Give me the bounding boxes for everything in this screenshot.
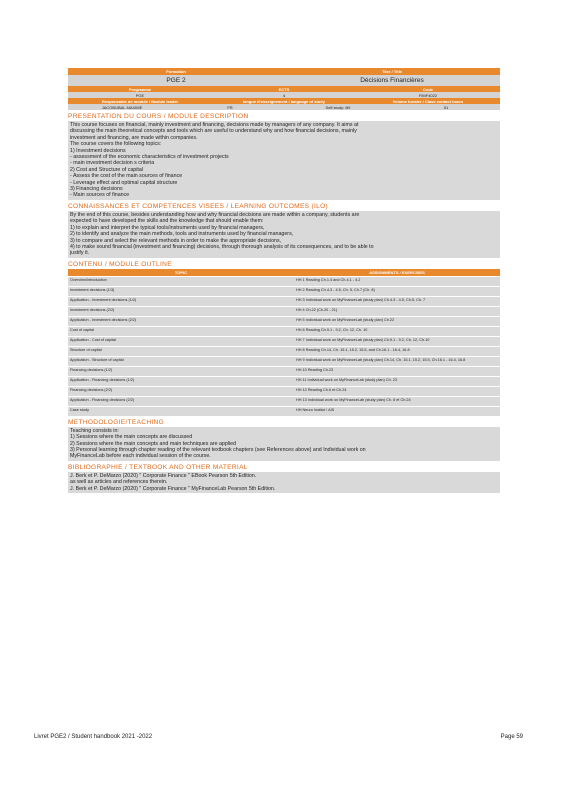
outline-topic-cell: Financing decisions (1/2) [70, 367, 113, 372]
outline-topic-cell: Cost of capital [70, 327, 95, 332]
bibliography-line: J. Berk et P. DeMarzo (2020) " Corporate Finance " MyFinanceLab Pearson 5th Edition. [70, 485, 276, 492]
table-row [68, 316, 500, 326]
header-label-ects: ECTS [278, 86, 290, 92]
bibliography-title: BIBLIOGRAPHIE / TEXTBOOK AND OTHER MATERIAL [68, 463, 248, 471]
presentation-line: 3) Financing decisions [70, 186, 123, 193]
methodology-title: METHODOLOGIE/TEACHING [68, 418, 165, 426]
table-row [68, 406, 500, 416]
header-row3-values [68, 104, 500, 110]
methodology-line: 2) Sessions where the main concepts and main techniques are applied [70, 440, 237, 447]
methodology-line: 1) Sessions where the main concepts are discussed [70, 434, 193, 441]
outline-assignment-cell: HH 1 Reading Ch.1.4 and Ch.4.1 - 4.2 [296, 277, 361, 282]
outline-col-assignments: ASSIGNMENTS / EXERCISES [369, 269, 425, 275]
header-value-leader: JACOBUBAL MAXIME [101, 104, 143, 110]
outline-assignment-cell: HH 4 Ch.22 (Ch.20 - 21) [296, 307, 338, 312]
course-sheet [68, 68, 500, 493]
outline-topic-cell: Investment decisions (1/3) [70, 287, 115, 292]
outcomes-line: 3) to compare and select the relevant methods in order to make the appropriate decisions, [70, 237, 282, 244]
bibliography-line: as well as articles and references therein. [70, 479, 168, 486]
table-row [68, 306, 500, 316]
outline-topic-cell: Application - Investment decisions (2/2) [70, 317, 137, 322]
footer-handbook-label: Livret PGE2 / Student handbook 2021 -2022 [34, 734, 153, 740]
outline-topic-cell: Overview/Introduction [70, 277, 107, 282]
header-value-formation: PGE 2 [166, 77, 186, 84]
header-label-hours: Volume horaire / Class contact hours [392, 98, 464, 104]
outline-title: CONTENU / MODULE OUTLINE [68, 260, 172, 268]
header-value-language: FR [227, 104, 233, 110]
outline-assignment-cell: HH 13 Individual work on MyFinanceLab (study plan) Ch. 6 et Ch.24 [296, 397, 411, 402]
outline-assignment-cell: HH 2 Reading Ch.4.3 - 4.5, Ch. 5, Ch.7 (Ch. 8) [296, 287, 375, 292]
header-label-title: Titre / Title [381, 69, 403, 74]
page-number: Page 59 [500, 734, 523, 740]
header-value-selfstudy: Self study: 8H [325, 104, 351, 110]
header-label-language: langue d'enseignement / language of study [243, 98, 325, 104]
outline-assignment-cell: HH 3 Individual work on MyFinanceLab (study plan) Ch.4.3 - 4.5, Ch.5, Ch. 7 [296, 297, 426, 302]
outline-assignment-cell: HH 7 Individual work on MyFinanceLab (study plan) Ch.9.1 - 9.2, Ch. 12, Ch.10 [296, 337, 430, 342]
outline-assignment-cell: HH 9 Individual work on MyFinanceLab (study plan) Ch.14, Ch. 15.1, 15.2, 15.5, Ch.16.1 - 16.4, 16.8 [296, 357, 466, 362]
table-row [68, 376, 500, 386]
outcomes-line: 2) to identify and analyze the main methods, tools and instruments used by financial managers, [70, 231, 294, 238]
outline-topic-cell: Investment decisions (2/2) [70, 307, 115, 312]
table-row [68, 276, 500, 286]
outline-table-body [68, 276, 500, 416]
presentation-line: - Main sources of finance [70, 192, 130, 199]
presentation-line: 1) Investment decisions [70, 147, 126, 154]
table-row [68, 286, 500, 296]
outcomes-line: By the end of this course, besides understanding how and why financial decisions are made within a company, students are [70, 211, 360, 218]
outline-col-topic: TOPIC [174, 269, 188, 275]
presentation-line: 2) Cost and Structure of capital [70, 166, 144, 173]
outline-assignment-cell: HH 10 Reading Ch.23 [296, 367, 334, 372]
header-row2-values [68, 92, 500, 98]
bibliography-line: J. Berk et P. DeMarzo (2020) " Corporate Finance " EBook Pearson 5th Edition. [70, 472, 257, 479]
header-value-programme: PGE [135, 92, 145, 98]
presentation-title: PRESENTATION DU COURS / MODULE DESCRIPTION [68, 113, 249, 120]
outline-assignment-cell: HH 12 Reading Ch.6 et Ch.24 [296, 387, 347, 392]
header-row1-labels [68, 68, 500, 75]
table-row [68, 326, 500, 336]
table-row [68, 346, 500, 356]
header-label-leader: Responsable de module / Module leader [101, 98, 179, 104]
outline-assignment-cell: HH Neuro Institut / AIS [296, 407, 335, 412]
header-label-code: Code [423, 86, 433, 92]
outline-topic-cell: Application - Structure of capital [70, 357, 124, 362]
outline-topic-cell: Application - Cost of capital [70, 337, 117, 342]
presentation-line: The course covers the following topics: [70, 141, 162, 148]
outcomes-title: CONNAISSANCES ET COMPETENCES VISEES / LEARNING OUTCOMES (ILO) [68, 202, 328, 210]
header-row3-labels [68, 98, 500, 104]
presentation-line: - main investment decision s criteria [70, 160, 155, 167]
table-row [68, 366, 500, 376]
header-value-title: Décisions Financières [360, 77, 424, 84]
presentation-line: This course focuses on financial, mainly investment and financing, decisions made by managers of any company. It aims at [70, 122, 359, 128]
outline-topic-cell: Application - Financing decisions (1/2) [70, 377, 135, 382]
methodology-line: Teaching consists in: [70, 427, 119, 434]
outcomes-line: expected to have developed the skills and the knowledge that should enable them: [70, 218, 264, 225]
header-label-programme: Programme [128, 86, 152, 92]
header-row2-labels [68, 86, 500, 92]
header-label-formation: Formation [166, 69, 186, 74]
outline-header-row [68, 269, 500, 276]
header-value-hours: 51 [443, 104, 449, 110]
page-footer [34, 734, 523, 740]
table-row [68, 356, 500, 366]
presentation-line: - assessment of the economic characteristics of investment projects [70, 154, 229, 161]
presentation-line: investment and financing, are made within companies. [70, 134, 198, 141]
outline-assignment-cell: HH 6 Reading Ch.9.1 - 9.2, Ch. 12, Ch. 10 [296, 327, 368, 332]
header-value-ects: 4 [282, 92, 286, 98]
methodology-line: 3) Personal learning through chapter reading of the relevant textbook chapters (see References above) and Individual work on [70, 446, 366, 453]
presentation-text [68, 121, 500, 200]
table-row [68, 296, 500, 306]
header-row1-values [68, 75, 500, 86]
presentation-line: - Leverage effect and optimal capital structure [70, 179, 178, 186]
outline-assignment-cell: HH 8 Reading Ch.14, Ch. 15.1, 15.2, 15.5, and Ch.16.1 - 16.4, 16.8 [296, 347, 410, 352]
bibliography-text [68, 472, 500, 493]
presentation-line: - Assess the cost of the main sources of finance [70, 173, 183, 180]
outline-assignment-cell: HH 5 Individual work on MyFinanceLab (study plan) Ch.22 [296, 317, 395, 322]
outline-topic-cell: Structure of capital [70, 347, 102, 352]
outcomes-text [68, 211, 500, 258]
outline-topic-cell: Case study [70, 407, 89, 412]
outline-topic-cell: Application - Investment decisions (1/2) [70, 297, 137, 302]
methodology-line: MyFinanceLab before each individual session of the course. [70, 453, 211, 460]
table-row [68, 396, 500, 406]
outline-topic-cell: Application - Financing decisions (2/2) [70, 397, 135, 402]
outcomes-line: 4) to make sound financial (investment and financing) decisions, through thorough analysis of its consequences, and to be able to [70, 243, 374, 250]
outline-topic-cell: Financing decisions (2/2) [70, 387, 113, 392]
presentation-line: discussing the main theoretical concepts and tools which are useful to understand why and how financial decisions, mainly [70, 128, 357, 135]
methodology-text [68, 427, 500, 461]
outcomes-line: justify it. [70, 250, 90, 257]
outcomes-line: 1) to explain and interpret the typical tools/instruments used by financial managers, [70, 224, 265, 231]
outline-assignment-cell: HH 11 Individual work on MyFinanceLab (study plan) Ch. 23 [296, 377, 398, 382]
table-row [68, 386, 500, 396]
header-value-code: FIMF4022 [418, 92, 438, 98]
table-row [68, 336, 500, 346]
